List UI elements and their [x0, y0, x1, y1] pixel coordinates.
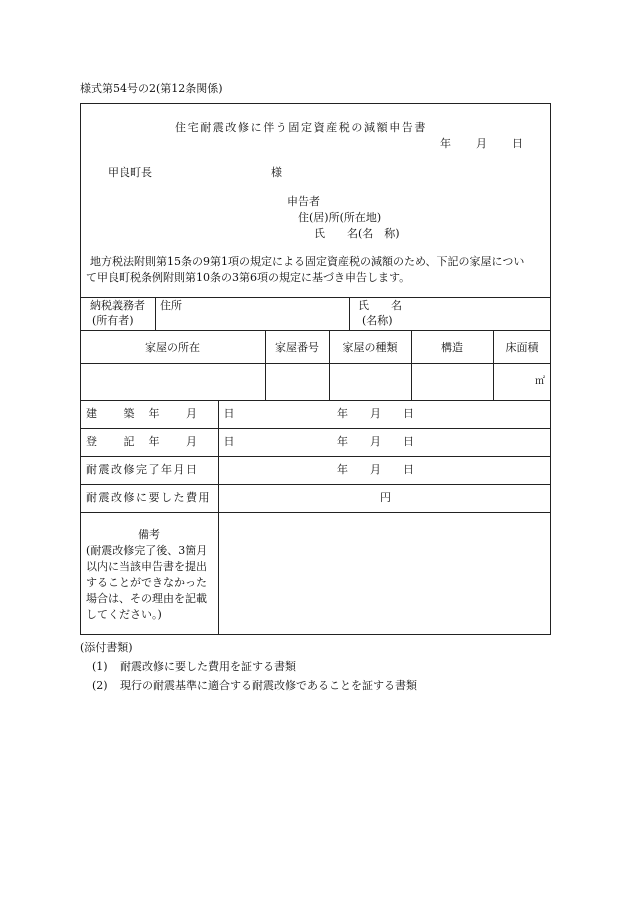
rule-row-4: [80, 512, 551, 513]
attachments-heading: (添付書類): [80, 641, 133, 654]
row-register-date-value: 年 月 日: [337, 435, 414, 448]
taxpayer-name-sublabel: (名称): [362, 314, 393, 327]
form-number: 様式第54号の2(第12条関係): [80, 82, 223, 95]
taxpayer-label: 納税義務者: [90, 299, 145, 312]
attachment-1-number: (1): [92, 660, 108, 673]
rule-v-col2: [329, 330, 330, 400]
addressee-name: 甲良町長: [108, 166, 152, 179]
rule-v-col1: [265, 330, 266, 400]
remarks-line: することができなかった: [86, 576, 207, 589]
row-cost-label: 耐震改修に要した費用: [86, 491, 211, 504]
row-retrofit-date-value: 年 月 日: [337, 463, 414, 476]
rule-header-bottom: [80, 363, 551, 364]
addressee-honorific: 様: [271, 166, 282, 179]
remarks-line: 以内に当該申告書を提出: [86, 560, 207, 573]
body-text-line1: 地方税法附則第15条の9第1項の規定による固定資産税の減額のため、下記の家屋につい: [90, 255, 525, 268]
rule-row-3: [80, 484, 551, 485]
header-house-type: 家屋の種類: [342, 341, 398, 354]
rule-header-top: [80, 330, 551, 331]
applicant-heading: 申告者: [287, 195, 320, 208]
taxpayer-name-label: 氏 名: [358, 299, 402, 312]
attachment-2-text: 現行の耐震基準に適合する耐震改修であることを証する書類: [120, 679, 417, 692]
area-unit: ㎡: [535, 376, 545, 387]
rule-row-1: [80, 428, 551, 429]
body-text-line2: て甲良町税条例附則第10条の3第6項の規定に基づき申告します。: [86, 271, 411, 284]
taxpayer-address-label: 住所: [160, 299, 182, 312]
header-location: 家屋の所在: [145, 341, 200, 354]
applicant-name-label: 氏 名(名 称): [314, 227, 400, 240]
attachment-2-number: (2): [92, 679, 108, 692]
remarks-line: 場合は、その理由を記載: [86, 592, 207, 605]
attachment-1-text: 耐震改修に要した費用を証する書類: [120, 660, 296, 673]
remarks-line: してください。): [86, 608, 162, 621]
applicant-address-label: 住(居)所(所在地): [298, 211, 382, 224]
header-floor-area: 床面積: [505, 341, 539, 354]
date-day: 日: [512, 137, 523, 150]
row-build-date-label: 建 築 年 月 日: [86, 407, 236, 420]
header-structure: 構造: [441, 341, 463, 354]
rule-house-bottom: [80, 400, 551, 401]
remarks-title: 備考: [138, 528, 160, 541]
taxpayer-sublabel: (所有者): [92, 314, 134, 327]
rule-taxpayer-top: [80, 297, 551, 298]
row-cost-value: 円: [380, 491, 391, 504]
remarks-line: (耐震改修完了後、3箇月: [86, 544, 208, 557]
header-house-number: 家屋番号: [275, 341, 319, 354]
date-year: 年: [440, 137, 451, 150]
rule-v-name: [349, 297, 350, 330]
rule-v-col3: [411, 330, 412, 400]
row-build-date-value: 年 月 日: [337, 407, 414, 420]
row-register-date-label: 登 記 年 月 日: [86, 435, 236, 448]
row-retrofit-date-label: 耐震改修完了年月日: [86, 463, 199, 476]
rule-v-taxpayer: [155, 297, 156, 330]
date-month: 月: [476, 137, 487, 150]
rule-v-col4: [493, 330, 494, 400]
form-title: 住宅耐震改修に伴う固定資産税の減額申告書: [175, 121, 427, 134]
rule-row-2: [80, 456, 551, 457]
